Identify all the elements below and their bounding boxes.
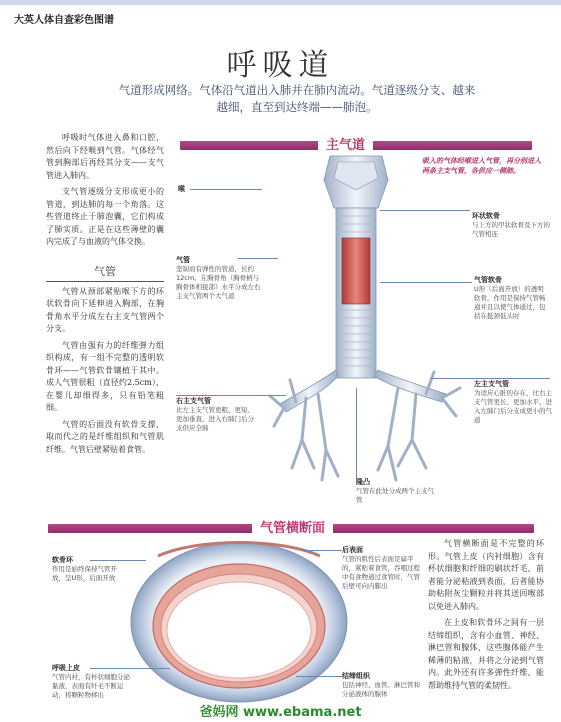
intro-paragraph-1: 呼吸时气体进入鼻和口腔，然后向下经喉到气管。气体经气管到胸部后再经其分支——支气管进入肺内。	[46, 133, 164, 180]
left-bronchus-desc: 为适应心脏的存在，比右主支气管更长、更加水平，进入左肺门后分支成更小的气道	[474, 389, 552, 424]
airway-section-title: 主气道	[318, 134, 373, 153]
cartilage-ring-desc: 作用是始终保持气管开放，呈U形，后面开放	[52, 565, 117, 582]
airway-caption: 吸入的气体经喉进入气管，再分别进入两条主支气管，各供应一侧肺。	[422, 157, 541, 175]
watermark: 爸妈网 www.ebama.net	[199, 705, 362, 720]
book-title: 大英人体自查彩色图谱	[14, 15, 114, 26]
trachea-title: 气管	[176, 256, 190, 264]
carina-callout	[356, 478, 436, 505]
left-bronchus-title: 左主支气管	[474, 380, 509, 388]
trachea-illustration	[266, 150, 466, 498]
subtitle-line-1: 气道形成网络。气体沿气道出入肺并在肺内流动。气道逐级分支、越来	[118, 83, 476, 97]
page-subtitle	[92, 82, 502, 116]
posterior-desc: 气管的肌性后表面是扁平的，紧贴着食管，吞咽过程中有食物通过食管时，气管后壁可向内膨出	[342, 555, 420, 590]
intro-paragraph-2: 支气管逐级分支形成更小的管道，到达肺的每一个角落。这些管道终止于肺泡囊，它们构成了肺实质。正是在这些薄壁的囊内完成了与血液的气体交换。	[46, 187, 164, 246]
cross-section-paragraph-1: 气管横断面是不完整的环形。气管上皮（内衬细胞）含有杯状细胞和纤细的刷状纤毛，前者能分泌粘液到表面，后者能协助粘附灰尘颗粒并将其送回喉部以免进入肺内。	[428, 539, 544, 611]
cricoid-desc: 与上方的甲状软骨及下方的气管相连	[472, 221, 550, 238]
posterior-title: 后表面	[342, 546, 363, 554]
cartilage-ring-title: 软骨环	[52, 556, 73, 564]
larynx-label: 喉	[178, 185, 185, 193]
right-bronchus-leader-line	[176, 395, 286, 396]
connective-title: 结缔组织	[342, 672, 370, 680]
cartilage-title: 气管软骨	[474, 276, 502, 284]
trachea-paragraph-3: 气管的后面没有软骨支撑，取而代之的是纤维组织和气管肌纤维。气管后壁紧贴着食管。	[46, 419, 164, 454]
lining-leader-line	[90, 668, 170, 669]
left-bronchus-callout	[474, 380, 552, 425]
cross-section-paragraph-2: 在上皮和软骨环之间有一层结缔组织，含有小血管、神经、淋巴管和腺体，这些腺体能产生稀薄的粘液，并将之分泌到气管内。此外还有许多弹性纤维，能帮助维持气管的柔韧性。	[428, 618, 544, 690]
cartilage-ring-leader-line	[90, 560, 146, 561]
trachea-paragraph-2: 气管由强有力的纤维弹力组织构成，有一组不完整的透明软骨环——气管软骨镶植于其中。成人气管很粗（直径约2.5cm），在婴儿却细得多，只有铅笔粗细。	[46, 340, 164, 412]
larynx-leader-line	[190, 189, 262, 190]
carina-leader-line	[356, 388, 357, 478]
connective-desc: 包括神经、血管、淋巴管和分泌液体的腺体	[342, 681, 420, 698]
page-title: 呼吸道	[226, 48, 335, 83]
cross-section-illustration	[128, 536, 350, 704]
trachea-desc: 坚韧而有弹性的管道，长约12cm。在胸骨角（胸骨柄与胸骨体相接部）水平分成左右主支气管两个大气道	[176, 265, 261, 300]
cartilage-leader-line	[380, 282, 472, 283]
right-bronchus-title: 右主支气管	[176, 397, 211, 405]
lining-desc: 气管内衬，有杯状细胞分泌黏液，表面有纤毛不断运动，将颗粒物移出	[52, 673, 130, 699]
cricoid-leader-line	[380, 210, 470, 211]
cartilage-desc: U形（后面开放）的透明软骨，作用是保持气管畅通并且以使气体通过，包括在挺颈低头时	[474, 285, 546, 320]
top-border	[0, 0, 561, 5]
connective-leader-line	[296, 676, 342, 677]
subtitle-line-2: 越细，直至到达终端——肺泡。	[216, 100, 378, 114]
left-bronchus-leader-line	[430, 378, 550, 379]
trachea-callout	[176, 256, 264, 301]
cricoid-callout	[472, 212, 552, 239]
right-bronchus-desc: 比左主支气管更粗、更短、更加垂直，进入右肺门后分支供应全肺	[176, 406, 254, 432]
section-heading-trachea: 气管	[94, 264, 116, 278]
cricoid-title: 环状软骨	[472, 212, 500, 220]
cross-section-text	[428, 538, 544, 692]
lining-title: 呼吸上皮	[52, 664, 80, 672]
cartilage-callout	[474, 276, 550, 321]
posterior-leader-line	[300, 550, 342, 551]
lining-callout	[52, 664, 132, 700]
right-bronchus-callout	[176, 397, 256, 433]
carina-desc: 气管在此处分成两个主支气管	[356, 487, 434, 504]
cross-section-title: 气管横断面	[252, 517, 333, 536]
connective-callout	[342, 672, 426, 699]
posterior-callout	[342, 546, 420, 591]
left-column	[46, 132, 164, 456]
trachea-paragraph-1: 气管从颈部紧贴喉下方的环状软骨向下延伸进入胸部，在胸骨角水平分成左右主支气管两个分支。	[46, 286, 164, 333]
section-divider	[46, 281, 164, 282]
carina-title: 隆凸	[356, 478, 370, 486]
